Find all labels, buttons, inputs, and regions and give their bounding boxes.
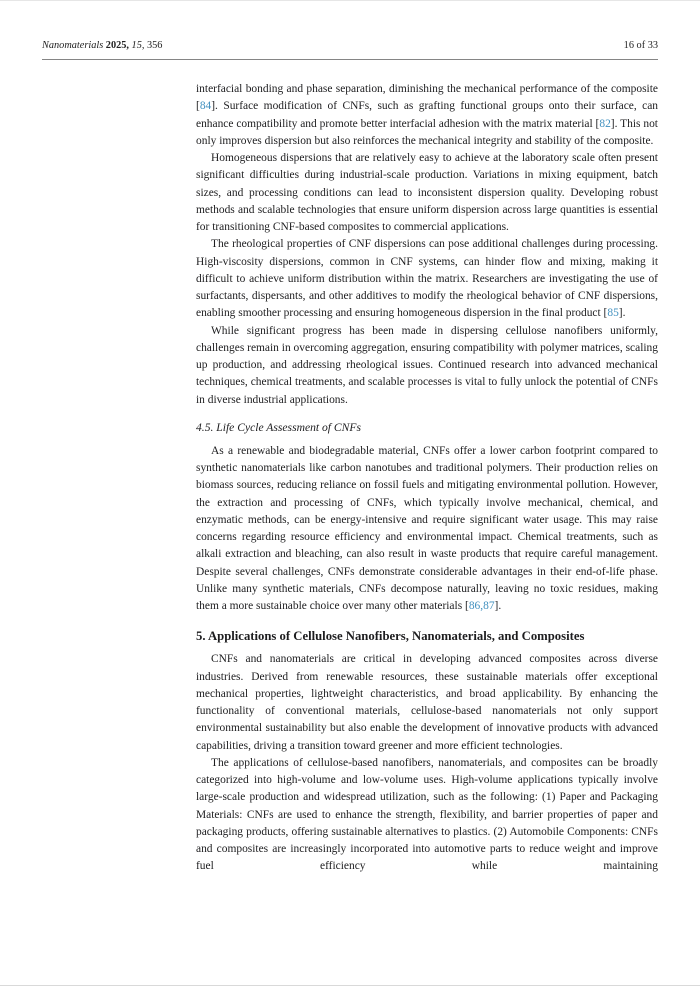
journal-name: Nanomaterials [42,40,104,51]
header-rule [42,59,658,60]
journal-citation [42,40,162,51]
paragraph: As a renewable and biodegradable material, CNFs offer a lower carbon footprint compared to synthetic nanomaterials like carbon nanotubes and traditional polymers. Their production relies on biomass sources, reducing reliance on fossil fuels and mitigating environmental pollution. However, the extraction and processing of CNFs, which typically involve mechanical, chemical, and enzymatic methods, can be energy-intensive and require significant water usage. This may raise concerns regarding resource efficiency and environmental impact. Chemical treatments, such as alkali extraction and bleaching, can also result in waste products that require careful management. Despite several challenges, CNFs demonstrate considerable advantages in their end-of-life phase. Unlike many synthetic materials, CNFs decompose naturally, leaving no toxic residues, making them a more sustainable choice over many other materials [86,87]. [196,444,658,612]
paragraph: CNFs and nanomaterials are critical in developing advanced composites across diverse industries. Derived from renewable resources, these sustainable materials offer exceptional mechanical properties, lightweight characteristics, and broad applicability. By enhancing the functionality of conventional materials, cellulose-based nanomaterials not only support environmental sustainability but also enable the development of innovative products with advanced capabilities, driving a transition toward greener and more efficient technologies. [196,653,658,752]
citation-link[interactable]: 85 [607,307,619,320]
paragraph: While significant progress has been made in dispersing cellulose nanofibers uniformly, challenges remain in overcoming aggregation, ensuring compatibility with polymer matrices, scaling up production, and addressing rheological issues. Continued research into advanced mechanical techniques, chemical treatments, and scalable processes is vital to fully unlock the potential of CNFs in diverse industrial applications. [196,324,658,406]
section-heading: 5. Applications of Cellulose Nanofibers, Nanomaterials, and Composites [196,629,585,644]
subsection-heading: 4.5. Life Cycle Assessment of CNFs [196,420,361,434]
page-bottom-edge [0,985,700,986]
paragraph: Homogeneous dispersions that are relatively easy to achieve at the laboratory scale often present significant difficulties during industrial-scale production. Variations in mixing equipment, batch sizes, and processing conditions can lead to inconsistent dispersion quality. Developing robust methods and scalable technologies that ensure uniform dispersion across large quantities is essential for transitioning CNF-based composites to commercial applications. [196,152,658,233]
citation-link[interactable]: 86,87 [468,600,495,612]
page-number-indicator: 16 of 33 [623,40,658,51]
page-header [42,40,658,51]
paragraph: interfacial bonding and phase separation, diminishing the mechanical performance of the composite [84]. Surface modification of CNFs, such as grafting functional groups onto their surface, can enhance compatibility and promote better interfacial adhesion with the matrix material [82]. This not only improves dispersion but also reinforces the mechanical integrity and stability of the composite. [196,83,658,147]
paragraph: The rheological properties of CNF dispersions can pose additional challenges during processing. High-viscosity dispersions, common in CNF systems, can hinder flow and mixing, making it difficult to achieve uniform distribution within the matrix. Researchers are investigating the use of surfactants, dispersants, and other additives to modify the rheological behavior of CNF dispersions, enabling smoother processing and ensuring homogeneous dispersion in the final product [85]. [196,238,658,320]
citation-link[interactable]: 84 [199,100,212,113]
citation-link[interactable]: 82 [599,117,611,130]
journal-article-number: 356 [147,40,163,51]
article-body [196,81,658,876]
journal-volume: 15, [131,40,145,51]
paragraph: The applications of cellulose-based nanofibers, nanomaterials, and composites can be broadly categorized into high-volume and low-volume uses. High-volume applications typically involve large-scale production and widespread utilization, such as the following: (1) Paper and Packaging Materials: CNFs are used to enhance the strength, flexibility, and barrier properties of paper and packaging products, offering sustainable alternatives to plastics. (2) Automobile Components: CNFs and composites are increasingly incorporated into automotive parts to reduce weight and improve fuel efficiency while maintaining [196,756,658,873]
journal-year: 2025, [105,40,129,51]
